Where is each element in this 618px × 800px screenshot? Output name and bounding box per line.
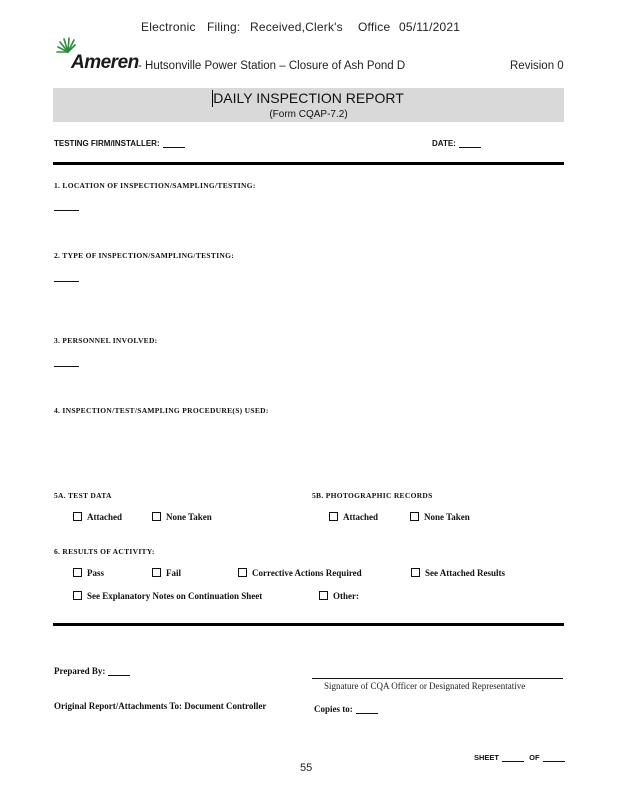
- date-label: DATE:: [432, 139, 456, 148]
- stamp-date: 05/11/2021: [399, 20, 461, 34]
- photo-none-taken-option[interactable]: [410, 512, 470, 522]
- section-type-blank[interactable]: [54, 281, 79, 282]
- option-label: Attached: [343, 512, 378, 522]
- result-see-notes-option[interactable]: [73, 591, 262, 601]
- testing-firm-label: TESTING FIRM/INSTALLER:: [54, 139, 160, 148]
- date-blank[interactable]: [459, 138, 481, 148]
- section-location-heading: 1. LOCATION OF INSPECTION/SAMPLING/TESTING:: [54, 181, 256, 190]
- revision-label: Revision 0: [510, 60, 564, 72]
- prepared-by-label: Prepared By:: [54, 666, 106, 676]
- checkbox[interactable]: [410, 512, 419, 521]
- sheet-total-blank[interactable]: [543, 752, 565, 762]
- divider-bottom: [53, 623, 564, 626]
- test-data-attached-option[interactable]: [73, 512, 122, 522]
- of-label: OF: [529, 753, 540, 762]
- checkbox[interactable]: [73, 591, 82, 600]
- section-personnel-heading: 3. PERSONNEL INVOLVED:: [54, 336, 158, 345]
- signature-line[interactable]: [312, 678, 563, 679]
- section-test-data-heading: 5A. TEST DATA: [54, 491, 112, 500]
- sheet-field: [474, 752, 565, 762]
- stamp-filing: Filing:: [207, 20, 241, 34]
- checkbox[interactable]: [319, 591, 328, 600]
- prepared-by-field: [54, 666, 130, 676]
- photo-attached-option[interactable]: [329, 512, 378, 522]
- section-photo-records-heading: 5B. PHOTOGRAPHIC RECORDS: [312, 491, 433, 500]
- section-results-heading: 6. RESULTS OF ACTIVITY:: [54, 547, 155, 556]
- stamp-office: Office: [358, 20, 391, 34]
- section-type-heading: 2. TYPE OF INSPECTION/SAMPLING/TESTING:: [54, 251, 235, 260]
- section-location-blank[interactable]: [54, 210, 79, 211]
- testing-firm-field: [54, 138, 185, 148]
- logo-wordmark: Ameren: [71, 52, 139, 73]
- checkbox[interactable]: [73, 568, 82, 577]
- checkbox[interactable]: [73, 512, 82, 521]
- option-label: None Taken: [166, 512, 212, 522]
- test-data-none-taken-option[interactable]: [152, 512, 212, 522]
- original-report-label: Original Report/Attachments To: Document Controller: [54, 701, 267, 711]
- form-number: (Form CQAP-7.2): [269, 109, 348, 120]
- checkbox[interactable]: [411, 568, 420, 577]
- checkbox[interactable]: [238, 568, 247, 577]
- section-procedures-heading: 4. INSPECTION/TEST/SAMPLING PROCEDURE(S) USED:: [54, 406, 269, 415]
- result-see-attached-option[interactable]: [411, 568, 505, 578]
- page-number: 55: [300, 762, 313, 774]
- checkbox[interactable]: [329, 512, 338, 521]
- stamp-electronic: Electronic: [141, 20, 196, 34]
- option-label: Attached: [87, 512, 122, 522]
- sheet-number-blank[interactable]: [502, 752, 524, 762]
- copies-to-blank[interactable]: [356, 704, 378, 714]
- project-title: - Hutsonville Power Station – Closure of Ash Pond D: [138, 60, 406, 72]
- date-field: [432, 138, 481, 148]
- checkbox[interactable]: [152, 568, 161, 577]
- divider-top: [53, 162, 564, 165]
- copies-to-label: Copies to:: [314, 704, 353, 714]
- report-title: DAILY INSPECTION REPORT: [213, 90, 404, 106]
- section-personnel-blank[interactable]: [54, 366, 79, 367]
- option-label: Fail: [166, 568, 181, 578]
- option-label: See Explanatory Notes on Continuation Sheet: [87, 591, 263, 601]
- result-other-option[interactable]: [319, 591, 359, 601]
- result-fail-option[interactable]: [152, 568, 181, 578]
- signature-caption: Signature of CQA Officer or Designated Representative: [324, 681, 526, 691]
- checkbox[interactable]: [152, 512, 161, 521]
- prepared-by-blank[interactable]: [108, 666, 130, 676]
- option-label: See Attached Results: [425, 568, 505, 578]
- option-label: Pass: [87, 568, 105, 578]
- option-label: Other:: [333, 591, 359, 601]
- copies-to-field: [314, 704, 378, 714]
- result-pass-option[interactable]: [73, 568, 104, 578]
- result-corrective-option[interactable]: [238, 568, 362, 578]
- testing-firm-blank[interactable]: [163, 138, 185, 148]
- stamp-received: Received,Clerk's: [250, 20, 343, 34]
- sheet-label: SHEET: [474, 753, 500, 762]
- option-label: Corrective Actions Required: [252, 568, 362, 578]
- option-label: None Taken: [424, 512, 470, 522]
